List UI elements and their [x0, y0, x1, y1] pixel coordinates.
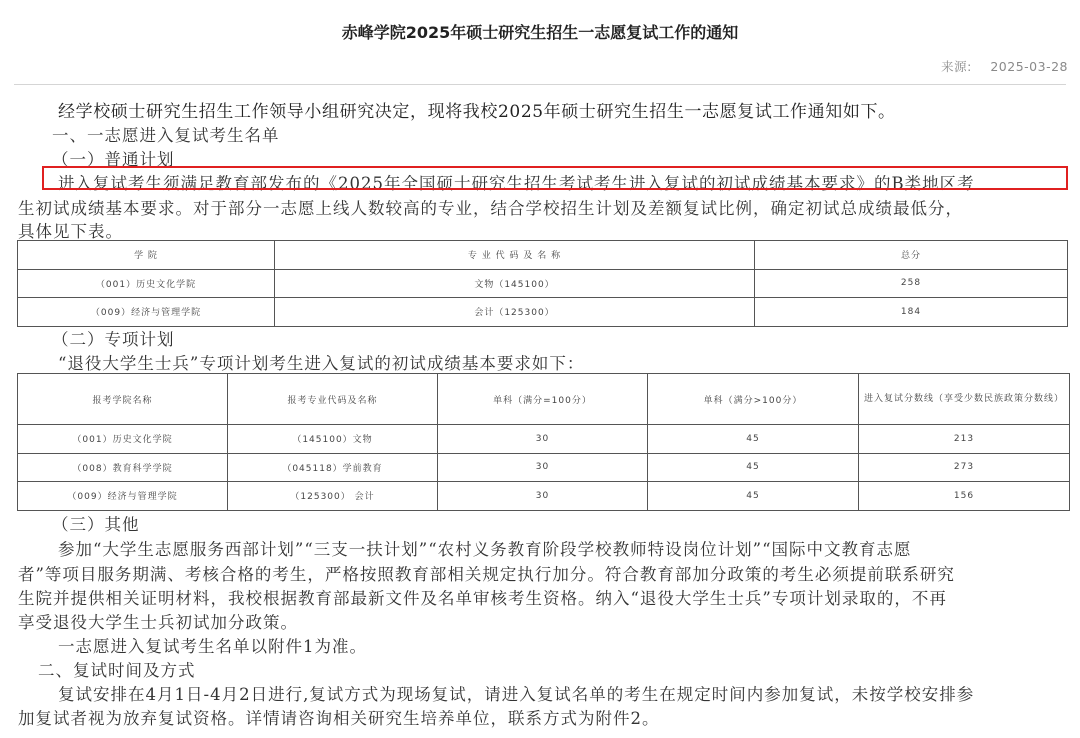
publish-date: 2025-03-28 [990, 59, 1068, 74]
table-cell: 30 [438, 482, 648, 511]
table-cell: 45 [648, 425, 859, 454]
table-cell: （145100）文物 [228, 425, 438, 454]
para3-line3: 生院并提供相关证明材料，我校根据教育部最新文件及名单审核考生资格。纳入“退役大学生士兵”专项计划录取的，不再 [18, 589, 947, 608]
para5-line2: 加复试者视为放弃复试资格。详情请咨询相关研究生培养单位，联系方式为附件2。 [18, 709, 660, 728]
para4-line1: 一志愿进入复试考生名单以附件1为准。 [58, 637, 367, 656]
table-cell: 文物（145100） [275, 269, 755, 298]
title-divider [14, 84, 1066, 85]
table-cell: 213 [859, 425, 1070, 454]
table-row [18, 425, 1070, 454]
table-cell: （009）经济与管理学院 [18, 298, 275, 327]
para5-line1: 复试安排在4月1日-4月2日进行,复试方式为现场复试，请进入复试名单的考生在规定时间内参加复试，未按学校安排参 [58, 685, 975, 704]
table-header-cell: 进入复试分数线（享受少数民族政策分数线） [859, 374, 1070, 425]
subsection3-heading: （三）其他 [52, 515, 140, 534]
para1-line2: 生初试成绩基本要求。对于部分一志愿上线人数较高的专业，结合学校招生计划及差额复试比例，确定初试总成绩最低分， [18, 199, 963, 218]
subsection1-heading: （一）普通计划 [52, 150, 175, 169]
section1-heading: 一、一志愿进入复试考生名单 [52, 126, 280, 145]
para2-line1: “退役大学生士兵”专项计划考生进入复试的初试成绩基本要求如下： [58, 354, 585, 373]
general-plan-table [17, 240, 1068, 327]
table-cell: （001）历史文化学院 [18, 425, 228, 454]
table-header-cell: 报考专业代码及名称 [228, 374, 438, 425]
table-header-cell: 单科（满分=100分） [438, 374, 648, 425]
table-cell: 156 [859, 482, 1070, 511]
intro-paragraph: 经学校硕士研究生招生工作领导小组研究决定，现将我校2025年硕士研究生招生一志愿复试工作通知如下。 [58, 102, 896, 122]
table-cell: 会计（125300） [275, 298, 755, 327]
table-row [18, 453, 1070, 482]
page-title: 赤峰学院2025年硕士研究生招生一志愿复试工作的通知 [341, 23, 739, 42]
publish-meta [941, 57, 1068, 75]
para3-line2: 者”等项目服务期满、考核合格的考生，严格按照教育部相关规定执行加分。符合教育部加分政策的考生必须提前联系研究 [18, 565, 955, 584]
table-header-cell: 单科（满分>100分） [648, 374, 859, 425]
table-row [18, 298, 1068, 327]
table-row [18, 269, 1068, 298]
highlight-box [42, 166, 1068, 190]
table-cell: 45 [648, 482, 859, 511]
special-plan-table [17, 373, 1070, 511]
table-cell: 30 [438, 425, 648, 454]
table-cell: 273 [859, 453, 1070, 482]
table-header-cell: 报考学院名称 [18, 374, 228, 425]
para3-line4: 享受退役大学生士兵初试加分政策。 [18, 613, 298, 632]
table-header-cell: 总分 [755, 241, 1068, 270]
section2-heading: 二、复试时间及方式 [38, 661, 196, 680]
table-cell: （045118）学前教育 [228, 453, 438, 482]
table-cell: 30 [438, 453, 648, 482]
source-label: 来源: [941, 59, 972, 74]
para1-line3: 具体见下表。 [18, 222, 123, 241]
table-cell: 184 [755, 298, 1068, 327]
table-cell: （009）经济与管理学院 [18, 482, 228, 511]
subsection2-heading: （二）专项计划 [52, 330, 175, 349]
para3-line1: 参加“大学生志愿服务西部计划”“三支一扶计划”“农村义务教育阶段学校教师特设岗位计划”“国际中文教育志愿 [58, 540, 912, 559]
table-row [18, 482, 1070, 511]
table-cell: （008）教育科学学院 [18, 453, 228, 482]
table-cell: （125300） 会计 [228, 482, 438, 511]
table-cell: 258 [755, 269, 1068, 298]
table-cell: （001）历史文化学院 [18, 269, 275, 298]
para1-line1: 进入复试考生须满足教育部发布的《2025年全国硕士研究生招生考试考生进入复试的初试成绩基本要求》的B类地区考 [58, 174, 975, 193]
table-header-cell: 学 院 [18, 241, 275, 270]
table-cell: 45 [648, 453, 859, 482]
table-header-cell: 专 业 代 码 及 名 称 [275, 241, 755, 270]
